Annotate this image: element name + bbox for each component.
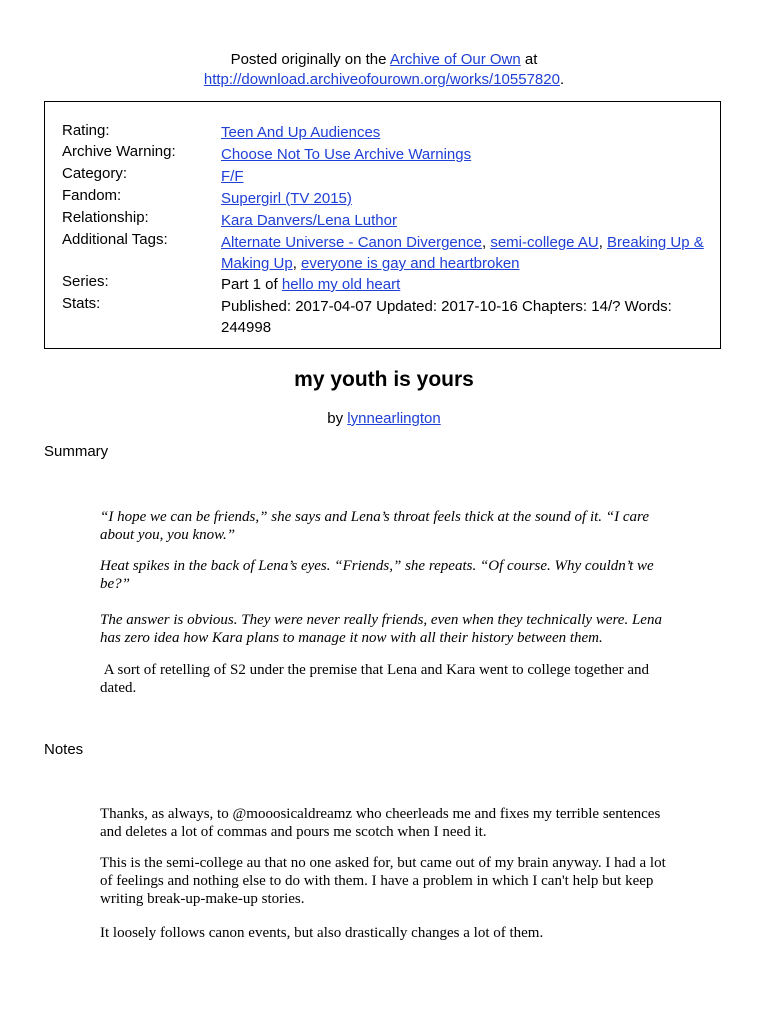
work-url-link[interactable]: http://download.archiveofourown.org/works/10557820 <box>203 71 560 88</box>
notes-paragraph: Thanks, as always, to @mooosicaldreamz who cheerleads me and fixes my terrible sentences and deletes a lot of commas and pours me scotch when I need it. <box>100 806 661 840</box>
tag-separator: , <box>598 234 608 251</box>
posted-suffix: at <box>520 51 538 68</box>
rating-value <box>221 122 706 143</box>
posted-prefix: Posted originally on the <box>230 51 390 68</box>
tag-link[interactable]: semi-college AU <box>490 234 599 251</box>
fandom-value <box>221 188 706 209</box>
series-prefix: Part 1 of <box>221 276 282 293</box>
work-title: my youth is yours <box>294 368 474 391</box>
relationship-link[interactable]: Kara Danvers/Lena Luthor <box>221 212 397 229</box>
rating-label: Rating: <box>62 122 110 139</box>
archive-link[interactable]: Archive of Our Own <box>389 51 521 68</box>
series-link[interactable]: hello my old heart <box>281 276 401 293</box>
category-label: Category: <box>62 165 128 182</box>
summary-heading: Summary <box>44 443 109 460</box>
rating-link[interactable]: Teen And Up Audiences <box>221 124 381 141</box>
tag-link[interactable]: Breaking Up & Making Up <box>221 234 704 272</box>
series-value <box>221 274 706 295</box>
fandom-label: Fandom: <box>62 187 122 204</box>
author-link[interactable]: lynnearlington <box>347 410 441 427</box>
fandom-link[interactable]: Supergirl (TV 2015) <box>221 190 352 207</box>
stats-label: Stats: <box>62 295 101 312</box>
notes-paragraph: It loosely follows canon events, but also drastically changes a lot of them. <box>100 925 544 941</box>
tags-value <box>221 232 706 274</box>
notes-paragraph: This is the semi-college au that no one asked for, but came out of my brain anyway. I had a lot of feelings and nothing else to do with them. I have a problem in which I can't help but keep writing break-up-make-up stories. <box>100 855 666 907</box>
posted-header <box>0 50 768 90</box>
warning-link[interactable]: Choose Not To Use Archive Warnings <box>221 146 472 163</box>
relationship-value <box>221 210 706 231</box>
by-prefix: by <box>327 410 348 427</box>
tag-link[interactable]: Alternate Universe - Canon Divergence <box>221 234 482 251</box>
category-link[interactable]: F/F <box>221 168 244 185</box>
summary-paragraph: A sort of retelling of S2 under the premise that Lena and Kara went to college together and dated. <box>100 662 653 696</box>
summary-paragraph: Heat spikes in the back of Lena’s eyes. “Friends,” she repeats. “Of course. Why couldn’t we be?” <box>100 558 654 592</box>
stats-value: Published: 2017-04-07 Updated: 2017-10-16 Chapters: 14/? Words: 244998 <box>221 298 672 336</box>
tag-separator: , <box>481 234 491 251</box>
tags-label: Additional Tags: <box>62 231 168 248</box>
url-line <box>0 70 768 90</box>
posted-line <box>0 50 768 70</box>
url-suffix: . <box>559 71 565 88</box>
warning-label: Archive Warning: <box>62 143 176 160</box>
tag-separator: , <box>292 255 302 272</box>
tag-link[interactable]: everyone is gay and heartbroken <box>301 255 520 272</box>
notes-heading: Notes <box>44 741 84 758</box>
warning-value <box>221 144 706 165</box>
series-label: Series: <box>62 273 109 290</box>
byline <box>0 409 768 429</box>
summary-paragraph: “I hope we can be friends,” she says and Lena’s throat feels thick at the sound of it. “I care about you, you know.” <box>100 509 649 543</box>
metadata-box <box>44 101 721 349</box>
summary-paragraph: The answer is obvious. They were never really friends, even when they technically were. Lena has zero idea how Kara plans to manage it now with all their history between them. <box>100 612 662 646</box>
relationship-label: Relationship: <box>62 209 149 226</box>
category-value <box>221 166 706 187</box>
